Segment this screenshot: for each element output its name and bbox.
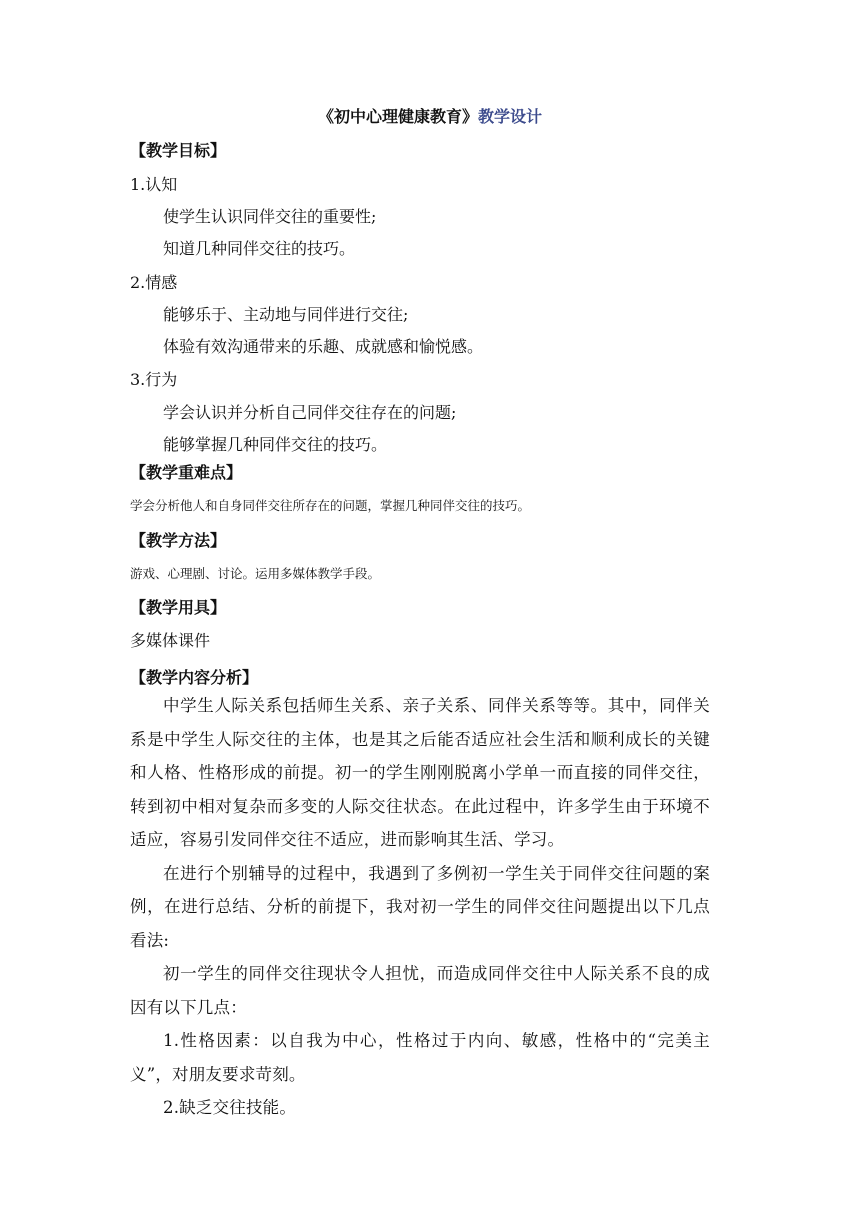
- analysis-paragraph: 2.缺乏交往技能。: [163, 1098, 297, 1117]
- tools-text: 多媒体课件: [130, 631, 211, 650]
- document-title: [0, 104, 860, 127]
- methods-heading: 【教学方法】: [130, 531, 227, 550]
- tools-heading: 【教学用具】: [130, 598, 227, 617]
- behavior-item: 能够掌握几种同伴交往的技巧。: [163, 435, 388, 454]
- objectives-heading: 【教学目标】: [130, 141, 227, 160]
- key-points-text: 学会分析他人和自身同伴交往所存在的问题，掌握几种同伴交往的技巧。: [130, 498, 531, 513]
- analysis-paragraph: 在进行个别辅导的过程中，我遇到了多例初一学生关于同伴交往问题的案例，在进行总结、分析的前提下，我对初一学生的同伴交往问题提出以下几点看法:: [130, 863, 710, 950]
- cognition-label: 1.认知: [130, 175, 178, 194]
- title-main: 《初中心理健康教育》: [317, 107, 478, 126]
- analysis-heading: 【教学内容分析】: [130, 668, 259, 687]
- analysis-paragraph: 初一学生的同伴交往现状令人担忧，而造成同伴交往中人际关系不良的成因有以下几点：: [130, 964, 710, 1017]
- emotion-label: 2.情感: [130, 273, 178, 292]
- emotion-item: 能够乐于、主动地与同伴进行交往;: [163, 305, 409, 324]
- behavior-label: 3.行为: [130, 370, 178, 389]
- analysis-body: [130, 689, 710, 1125]
- analysis-paragraph: 1.性格因素：以自我为中心，性格过于内向、敏感，性格中的“完美主义”，对朋友要求苛刻。: [130, 1031, 710, 1084]
- behavior-item: 学会认识并分析自己同伴交往存在的问题;: [163, 403, 457, 422]
- cognition-item: 知道几种同伴交往的技巧。: [163, 239, 356, 258]
- cognition-item: 使学生认识同伴交往的重要性;: [163, 207, 377, 226]
- emotion-item: 体验有效沟通带来的乐趣、成就感和愉悦感。: [163, 337, 484, 356]
- methods-text: 游戏、心理剧、讨论。运用多媒体教学手段。: [130, 566, 381, 581]
- title-suffix: 教学设计: [478, 107, 543, 126]
- analysis-paragraph: 中学生人际关系包括师生关系、亲子关系、同伴关系等等。其中，同伴关系是中学生人际交往的主体，也是其之后能否适应社会生活和顺利成长的关键和人格、性格形成的前提。初一的学生刚刚脱离小学单一而直接的同伴交往，转到初中相对复杂而多变的人际交往状态。在此过程中，许多学生由于环境不适应，容易引发同伴交往不适应，进而影响其生活、学习。: [130, 696, 710, 849]
- key-points-heading: 【教学重难点】: [130, 463, 243, 482]
